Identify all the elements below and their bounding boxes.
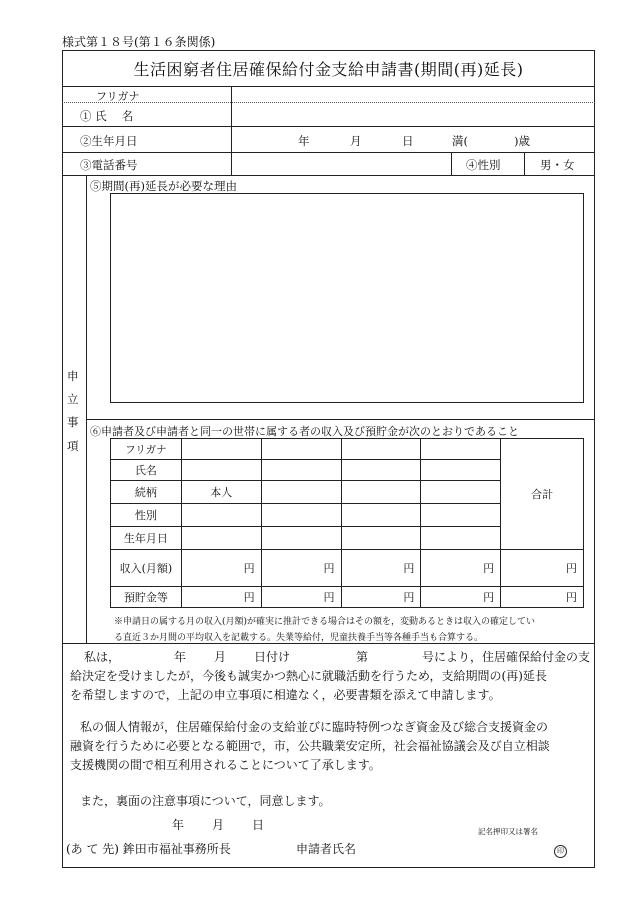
name-cell[interactable] <box>181 460 261 481</box>
reason-label: ⑤期間(再)延長が必要な理由 <box>90 179 237 193</box>
table-row <box>111 550 584 587</box>
income-cell[interactable]: 円 <box>181 550 261 587</box>
birthdate-cell[interactable] <box>261 527 341 550</box>
savings-cell[interactable]: 円 <box>341 587 421 608</box>
birth-label: ②生年月日 <box>80 134 138 148</box>
sign-date-day: 日 <box>252 818 265 832</box>
income-table <box>110 438 584 608</box>
decl-line3: を希望しますので，上記の申立事項に相違なく，必要書類を添えて申請します。 <box>70 688 501 702</box>
savings-cell[interactable]: 円 <box>421 587 501 608</box>
side-label-1: 申 <box>67 369 79 383</box>
table-row <box>111 587 584 608</box>
phone-divider <box>62 175 595 176</box>
income-note-line2: る直近３か月間の平均収入を記載する。失業等給付，児童扶養手当等各種手当も合算する。 <box>114 633 484 643</box>
income-cell[interactable]: 円 <box>421 550 501 587</box>
age-prefix: 満( <box>452 134 468 148</box>
furigana-cell[interactable] <box>181 439 261 460</box>
decl-line1-a: 私は， <box>84 650 121 664</box>
furigana-cell[interactable] <box>421 439 501 460</box>
row-label-savings: 預貯金等 <box>111 587 182 608</box>
privacy-line2: 融資を行うために必要となる範囲で，市，公共職業安定所，社会福祉協議会及び自立相談 <box>70 739 550 753</box>
furigana-input[interactable] <box>232 88 594 102</box>
savings-cell[interactable]: 円 <box>181 587 261 608</box>
decl-line1-no: 第 <box>356 650 369 664</box>
decl-line1-day: 日付け <box>254 650 291 664</box>
phone-input[interactable] <box>232 153 451 174</box>
row-label-name: 氏名 <box>111 460 182 481</box>
gender-value[interactable]: 男・女 <box>540 158 575 172</box>
addressee: (あ て 先) 鉾田市福祉事務所長 <box>66 842 231 856</box>
income-cell[interactable]: 円 <box>261 550 341 587</box>
applicant-name-label: 申請者氏名 <box>296 842 357 856</box>
row-label-gender: 性別 <box>111 504 182 527</box>
row-label-furigana: フリガナ <box>111 439 182 460</box>
table-row <box>111 439 584 460</box>
side-label-4: 項 <box>67 439 79 453</box>
name-cell[interactable] <box>341 460 421 481</box>
decl-line1-b: 号により，住居確保給付金の支 <box>422 650 591 664</box>
gender-value-divider <box>524 152 525 175</box>
savings-cell[interactable]: 円 <box>261 587 341 608</box>
sign-method-note: 記名押印又は署名 <box>478 827 538 836</box>
relation-cell[interactable] <box>421 481 501 504</box>
sign-date-year: 年 <box>172 818 185 832</box>
birth-input[interactable] <box>232 127 594 151</box>
privacy-line3: 支援機関の間で相互利用されることについて了承します。 <box>70 758 381 772</box>
relation-cell[interactable] <box>261 481 341 504</box>
side-label-2: 立 <box>67 392 79 406</box>
birth-month-unit: 月 <box>350 134 362 148</box>
applicant-name-input[interactable] <box>366 840 546 860</box>
form-title: 生活困窮者住居確保給付金支給申請書(期間(再)延長) <box>62 50 595 87</box>
furigana-cell[interactable] <box>341 439 421 460</box>
relation-self-cell[interactable]: 本人 <box>181 481 261 504</box>
decl-line1-month: 月 <box>214 650 227 664</box>
furigana-cell[interactable] <box>261 439 341 460</box>
gender-left-divider <box>451 152 452 175</box>
side-label-3: 事 <box>67 415 79 429</box>
income-total-cell[interactable]: 円 <box>501 550 584 587</box>
declaration-divider <box>62 643 595 644</box>
birthdate-cell[interactable] <box>181 527 261 550</box>
name-cell[interactable] <box>261 460 341 481</box>
row-label-birthdate: 生年月日 <box>111 527 182 550</box>
reason-textarea[interactable] <box>110 193 584 403</box>
income-heading: ⑥申請者及び申請者と同一の世帯に属する者の収入及び預貯金が次のとおりであること <box>90 425 519 438</box>
furigana-label: フリガナ <box>96 90 140 103</box>
income-cell[interactable]: 円 <box>341 550 421 587</box>
reason-divider <box>86 419 595 420</box>
relation-cell[interactable] <box>341 481 421 504</box>
name-cell[interactable] <box>421 460 501 481</box>
age-suffix: )歳 <box>514 134 530 148</box>
gender-label: ④性別 <box>466 158 501 172</box>
row-label-income: 収入(月額) <box>111 550 182 587</box>
seal-icon: 印 <box>554 845 567 858</box>
birth-year-unit: 年 <box>298 134 310 148</box>
consent-line: また，裏面の注意事項について，同意します。 <box>80 794 331 808</box>
gender-cell[interactable] <box>261 504 341 527</box>
side-column-divider <box>86 175 87 643</box>
privacy-line1: 私の個人情報が，住居確保給付金の支給並びに臨時特例つなぎ資金及び総合支援資金の <box>80 720 549 734</box>
name-input[interactable] <box>232 103 594 125</box>
gender-cell[interactable] <box>421 504 501 527</box>
phone-label: ③電話番号 <box>80 158 138 172</box>
birth-day-unit: 日 <box>402 134 414 148</box>
total-label: 合計 <box>501 439 584 550</box>
sign-date-month: 月 <box>212 818 225 832</box>
row-label-relation: 続柄 <box>111 481 182 504</box>
gender-cell[interactable] <box>341 504 421 527</box>
form-code: 様式第１８号(第１６条関係) <box>62 35 216 49</box>
decl-line2: 給決定を受けましたが，今後も誠実かつ熱心に就職活動を行うため，支給期間の(再)延長 <box>70 669 547 683</box>
birthdate-cell[interactable] <box>341 527 421 550</box>
income-note-line1: ※申請日の属する月の収入(月額)が確実に推計できる場合はその額を，変動あるときは収入の確定してい <box>114 617 536 627</box>
savings-total-cell[interactable]: 円 <box>501 587 584 608</box>
decl-line1-year: 年 <box>174 650 187 664</box>
gender-cell[interactable] <box>181 504 261 527</box>
name-label: ① 氏 名 <box>80 109 134 123</box>
birthdate-cell[interactable] <box>421 527 501 550</box>
